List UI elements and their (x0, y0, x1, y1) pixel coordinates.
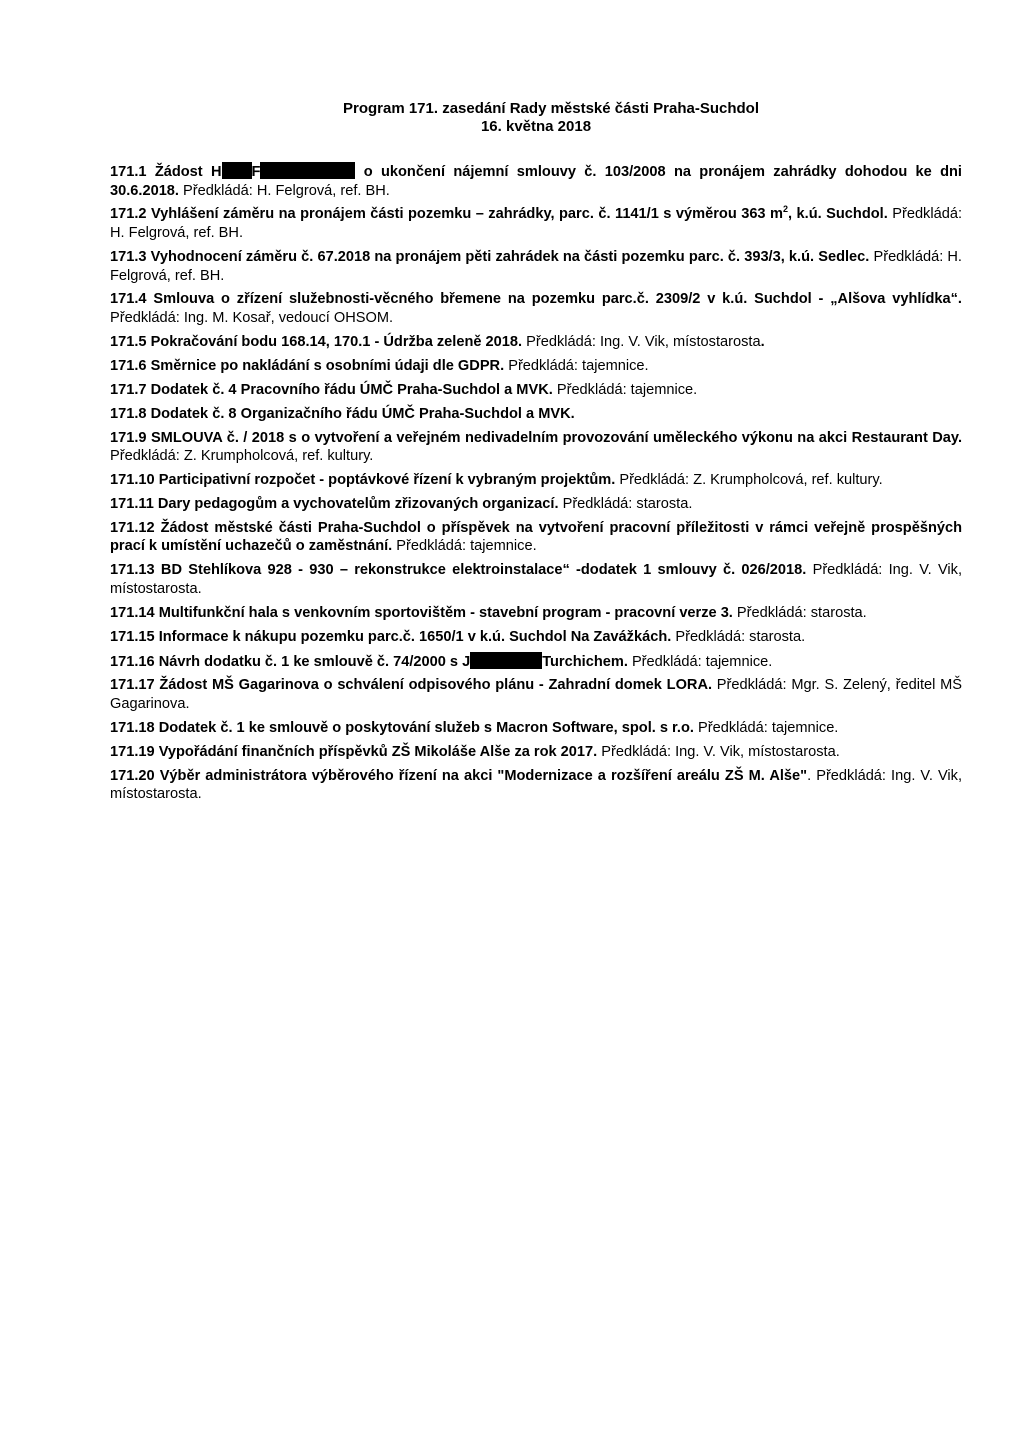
item-text: , k.ú. Suchdol. (788, 206, 888, 223)
item-presenter: Předkládá: Z. Krumpholcová, ref. kultury. (110, 448, 374, 465)
agenda-item-171-17 (110, 676, 962, 713)
item-presenter: Předkládá: H. Felgrová, ref. BH. (110, 206, 963, 242)
item-presenter: Předkládá: H. Felgrová, ref. BH. (110, 248, 962, 284)
document-title: Program 171. zasedání Rady městské části Praha-Suchdol (342, 100, 759, 117)
item-presenter: Předkládá: Ing. V. Vik, místostarosta (522, 333, 761, 350)
item-text: 171.4 Smlouva o zřízení služebnosti-věcného břemene na pozemku parc.č. 2309/2 v k.ú. Suchdol - „Alšova vyhlídka“. (110, 291, 962, 308)
agenda-item-171-13 (110, 561, 962, 598)
agenda-item-171-9 (110, 429, 962, 466)
item-text: 171.20 Výběr administrátora výběrového řízení na akci "Modernizace a rozšíření areálu ZŠ M. Alše" (110, 767, 808, 784)
agenda-item-171-4 (110, 290, 962, 327)
agenda-item-171-15 (110, 628, 962, 647)
agenda-item-171-10 (110, 471, 962, 490)
item-text: o ukončení nájemní smlouvy č. 103/2008 na pronájem zahrádky dohodou ke dni 30.6.2018. (110, 164, 962, 199)
item-text: 171.2 Vyhlášení záměru na pronájem části pozemku – zahrádky, parc. č. 1141/1 s výměrou 363 m (110, 206, 783, 223)
agenda-item-171-18 (110, 719, 962, 738)
item-text: 171.3 Vyhodnocení záměru č. 67.2018 na pronájem pěti zahrádek na části pozemku parc. č. 393/3, k.ú. Sedlec. (110, 248, 870, 265)
item-text: 171.8 Dodatek č. 8 Organizačního řádu ÚMČ Praha-Suchdol a MVK. (110, 405, 575, 422)
agenda-item-171-14 (110, 604, 962, 623)
item-text: 171.7 Dodatek č. 4 Pracovního řádu ÚMČ Praha-Suchdol a MVK. (110, 381, 553, 398)
item-text: 171.1 Žádost H (110, 164, 222, 180)
item-presenter: Předkládá: Z. Krumpholcová, ref. kultury. (615, 471, 883, 488)
superscript: 2 (783, 204, 789, 215)
item-presenter: Předkládá: tajemnice. (552, 381, 698, 398)
item-presenter: Předkládá: Ing. M. Kosař, vedoucí OHSOM. (110, 310, 394, 327)
agenda-item-171-11 (110, 495, 962, 514)
item-text: 171.18 Dodatek č. 1 ke smlouvě o poskytování služeb s Macron Software, spol. s r.o. (110, 719, 694, 736)
redaction-bar (222, 162, 252, 179)
document-page (110, 100, 962, 809)
item-presenter: Předkládá: tajemnice. (392, 538, 537, 555)
item-text: . (760, 333, 765, 350)
agenda-item-171-16 (110, 652, 962, 672)
item-text: 171.11 Dary pedagogům a vychovatelům zřizovaných organizací. (110, 495, 559, 512)
item-text: 171.10 Participativní rozpočet - poptávkové řízení k vybraným projektům. (110, 471, 616, 488)
item-text: 171.17 Žádost MŠ Gagarinova o schválení odpisového plánu - Zahradní domek LORA. (110, 677, 713, 694)
agenda-item-171-12 (110, 519, 962, 556)
item-text: Turchichem. (542, 653, 628, 670)
redaction-bar (470, 652, 542, 669)
item-presenter: Předkládá: tajemnice. (504, 357, 649, 374)
agenda-item-171-3 (110, 248, 962, 285)
item-presenter: Předkládá: Ing. V. Vik, místostarosta. (110, 562, 963, 597)
item-presenter: Předkládá: Ing. V. Vik, místostarosta. (110, 767, 963, 803)
agenda-item-171-8 (110, 405, 962, 424)
item-text: 171.16 Návrh dodatku č. 1 ke smlouvě č. 74/2000 s J (110, 653, 471, 670)
item-presenter: Předkládá: Ing. V. Vik, místostarosta. (597, 743, 840, 760)
agenda-item-171-20 (110, 767, 962, 804)
item-text: F (251, 164, 261, 180)
agenda-item-171-7 (110, 381, 962, 400)
item-presenter: Předkládá: H. Felgrová, ref. BH. (178, 182, 390, 199)
item-text: 171.6 Směrnice po nakládání s osobními údaji dle GDPR. (110, 357, 505, 374)
agenda-item-171-19 (110, 743, 962, 762)
item-presenter: Předkládá: starosta. (732, 604, 867, 621)
item-presenter: Předkládá: tajemnice. (693, 719, 839, 736)
item-text: . (807, 767, 812, 784)
item-text: 171.13 BD Stehlíkova 928 - 930 – rekonstrukce elektroinstalace“ -dodatek 1 smlouvy č. 026/2018. (110, 562, 807, 579)
item-text: 171.19 Vypořádání finančních příspěvků ZŠ Mikoláše Alše za rok 2017. (110, 743, 598, 760)
item-text: 171.5 Pokračování bodu 168.14, 170.1 - Údržba zeleně 2018. (110, 333, 523, 350)
item-text: 171.15 Informace k nákupu pozemku parc.č. 1650/1 v k.ú. Suchdol Na Zavážkách. (110, 628, 672, 645)
document-date: 16. května 2018 (480, 118, 592, 135)
agenda-list (110, 162, 962, 804)
item-presenter: Předkládá: starosta. (671, 628, 806, 645)
agenda-item-171-5 (110, 333, 962, 352)
agenda-item-171-6 (110, 357, 962, 376)
item-presenter: Předkládá: tajemnice. (627, 653, 773, 670)
redaction-bar (260, 162, 355, 179)
item-text: 171.12 Žádost městské části Praha-Suchdol o příspěvek na vytvoření pracovní příležitosti v rámci veřejně prospěšných prací k umístění uchazečů o zaměstnání. (110, 519, 962, 555)
item-presenter: Předkládá: Mgr. S. Zelený, ředitel MŠ Gagarinova. (110, 677, 962, 712)
item-presenter: Předkládá: starosta. (558, 495, 693, 512)
agenda-item-171-2 (110, 205, 962, 242)
item-text: 171.9 SMLOUVA č. / 2018 s o vytvoření a veřejném nedivadelním provozování uměleckého výkonu na akci Restaurant Day. (110, 429, 962, 446)
item-text: 171.14 Multifunkční hala s venkovním sportovištěm - stavební program - pracovní verze 3. (110, 604, 733, 621)
agenda-item-171-1 (110, 162, 962, 200)
